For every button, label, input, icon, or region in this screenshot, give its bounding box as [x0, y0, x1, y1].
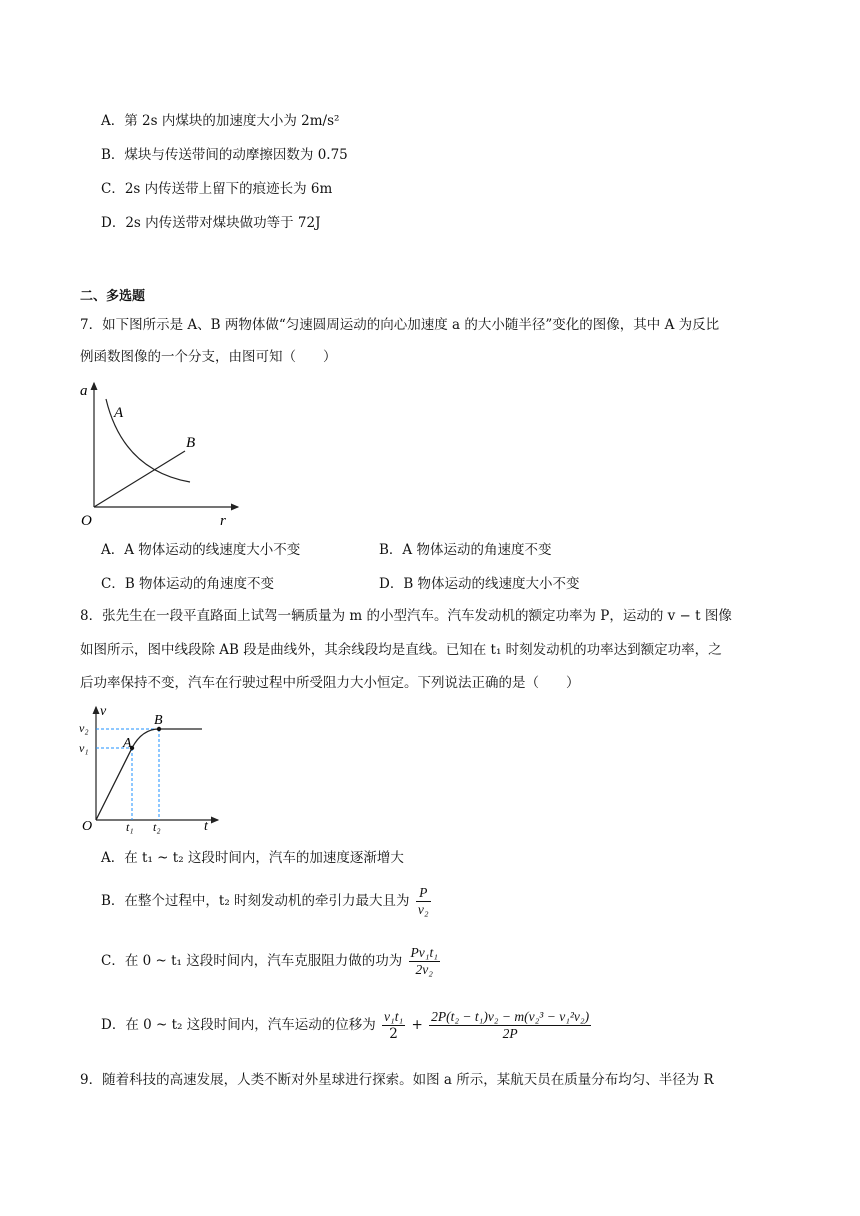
q8-point-b-label: B	[154, 713, 163, 728]
q8-option-c-numerator: Pv₁t₁	[410, 945, 438, 960]
q8-option-b-numerator: P	[416, 885, 431, 902]
q8-option-d-plus: +	[411, 1017, 423, 1033]
q7-y-label: a	[80, 383, 88, 399]
q8-point-a-label: A	[123, 736, 132, 751]
q8-stem-line3: 后功率保持不变，汽车在行驶过程中所受阻力大小恒定。下列说法正确的是（ ）	[80, 675, 580, 691]
q8-option-a: A．在 t₁ ~ t₂ 这段时间内，汽车的加速度逐渐增大	[101, 850, 404, 866]
q8-origin-label: O	[82, 819, 93, 834]
q7-option-d: D．B 物体运动的线速度大小不变	[379, 576, 580, 592]
q8-option-c-text: C．在 0 ~ t₁ 这段时间内，汽车克服阻力做的功为	[101, 953, 403, 969]
q8-option-d-denominator-1: 2	[389, 1026, 398, 1042]
q8-option-d-fraction-1	[382, 1009, 405, 1042]
q8-option-d-fraction-2	[429, 1009, 591, 1042]
q8-option-d	[101, 1009, 593, 1042]
q8-t2-label: t₂	[153, 820, 161, 834]
q8-option-b-denominator: v₂	[417, 902, 429, 917]
q8-y-label: v	[100, 704, 107, 719]
q9-stem-line1: 9．随着科技的高速发展，人类不断对外星球进行探索。如图 a 所示，某航天员在质量分布均匀、半径为 R	[80, 1072, 714, 1088]
q6-option-a: A．第 2s 内煤块的加速度大小为 2m/s²	[101, 113, 340, 129]
q7-stem-line2: 例函数图像的一个分支，由图可知（ ）	[80, 349, 337, 365]
q7-curve-a-label: A	[114, 405, 124, 421]
q8-v1-label: v₁	[79, 741, 89, 755]
q8-option-c-denominator: 2v₂	[415, 962, 433, 977]
q8-option-c-fraction	[409, 945, 440, 978]
q8-t1-label: t₁	[126, 820, 134, 834]
q6-option-b: B．煤块与传送带间的动摩擦因数为 0.75	[101, 147, 348, 163]
q8-option-d-text: D．在 0 ~ t₂ 这段时间内，汽车运动的位移为	[101, 1017, 376, 1033]
q8-option-d-denominator-2: 2P	[502, 1026, 518, 1041]
q8-option-b-fraction	[416, 885, 431, 918]
q7-origin-label: O	[81, 513, 92, 529]
q8-vt-curve	[96, 729, 202, 820]
q7-option-b: B．A 物体运动的角速度不变	[379, 542, 552, 558]
section-title: 二、多选题	[80, 289, 146, 304]
q7-option-a: A．A 物体运动的线速度大小不变	[101, 542, 301, 558]
q7-graph	[78, 375, 248, 530]
q8-stem-line1: 8．张先生在一段平直路面上试驾一辆质量为 m 的小型汽车。汽车发动机的额定功率为 P，运动的 v − t 图像	[80, 608, 732, 624]
q7-x-label: r	[220, 513, 226, 529]
q6-option-c: C．2s 内传送带上留下的痕迹长为 6m	[101, 181, 333, 197]
q7-stem-line1: 7．如下图所示是 A、B 两物体做“匀速圆周运动的向心加速度 a 的大小随半径”变化的图像，其中 A 为反比	[80, 317, 720, 333]
q7-option-c: C．B 物体运动的角速度不变	[101, 576, 275, 592]
q8-option-d-numerator-1: v₁t₁	[384, 1009, 404, 1024]
q8-v2-label: v₂	[79, 721, 89, 735]
q8-graph	[78, 702, 228, 837]
q7-curve-b-label: B	[186, 435, 196, 451]
q8-option-c	[101, 945, 442, 978]
q8-option-b	[101, 885, 433, 918]
q8-stem-line2: 如图所示，图中线段除 AB 段是曲线外，其余线段均是直线。已知在 t₁ 时刻发动机的功率达到额定功率，之	[80, 642, 722, 658]
q8-option-d-numerator-2: 2P(t₂ − t₁)v₂ − m(v₂³ − v₁²v₂)	[431, 1009, 590, 1024]
q8-option-b-text: B．在整个过程中，t₂ 时刻发动机的牵引力最大且为	[101, 893, 410, 909]
q6-option-d: D．2s 内传送带对煤块做功等于 72J	[101, 215, 321, 231]
q8-x-label: t	[204, 819, 208, 834]
